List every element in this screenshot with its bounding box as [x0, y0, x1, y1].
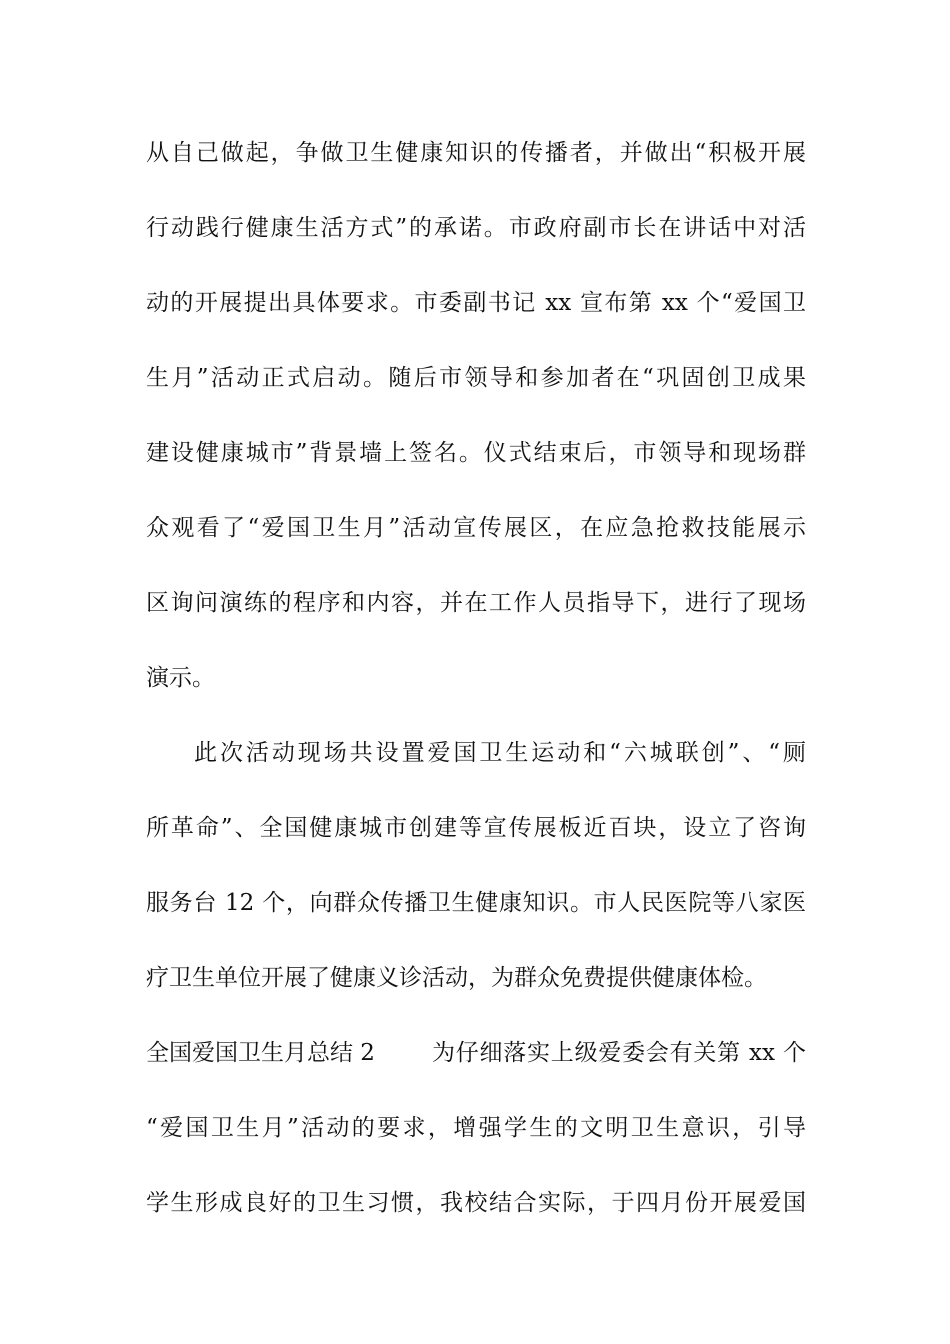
text-line: 为仔细落实上级爱委会有关第 xx 个	[432, 1040, 806, 1066]
section-heading-row	[146, 1033, 806, 1073]
text-line: 区询问演练的程序和内容，并在工作人员指导下，进行了现场	[146, 590, 806, 616]
text-line: 建设健康城市”背景墙上签名。仪式结束后，市领导和现场群	[146, 440, 806, 466]
text-line: 演示。	[146, 665, 215, 691]
text-line: 众观看了“爱国卫生月”活动宣传展区，在应急抢救技能展示	[146, 515, 806, 541]
text-line: 此次活动现场共设置爱国卫生运动和“六城联创”、“厕	[194, 740, 806, 766]
text-line: 行动践行健康生活方式”的承诺。市政府副市长在讲话中对活	[146, 215, 806, 241]
text-line: 从自己做起，争做卫生健康知识的传播者，并做出“积极开展	[146, 140, 806, 166]
text-line: 所革命”、全国健康城市创建等宣传展板近百块，设立了咨询	[146, 815, 806, 841]
text-line: 学生形成良好的卫生习惯，我校结合实际，于四月份开展爱国	[146, 1190, 806, 1216]
text-line: “爱国卫生月”活动的要求，增强学生的文明卫生意识，引导	[146, 1115, 806, 1141]
text-line: 生月”活动正式启动。随后市领导和参加者在“巩固创卫成果	[146, 365, 806, 391]
section-heading: 全国爱国卫生月总结 2	[146, 1040, 375, 1066]
text-line: 疗卫生单位开展了健康义诊活动，为群众免费提供健康体检。	[146, 965, 767, 991]
text-line: 服务台 12 个，向群众传播卫生健康知识。市人民医院等八家医	[146, 890, 806, 916]
text-line: 动的开展提出具体要求。市委副书记 xx 宣布第 xx 个“爱国卫	[146, 290, 806, 316]
